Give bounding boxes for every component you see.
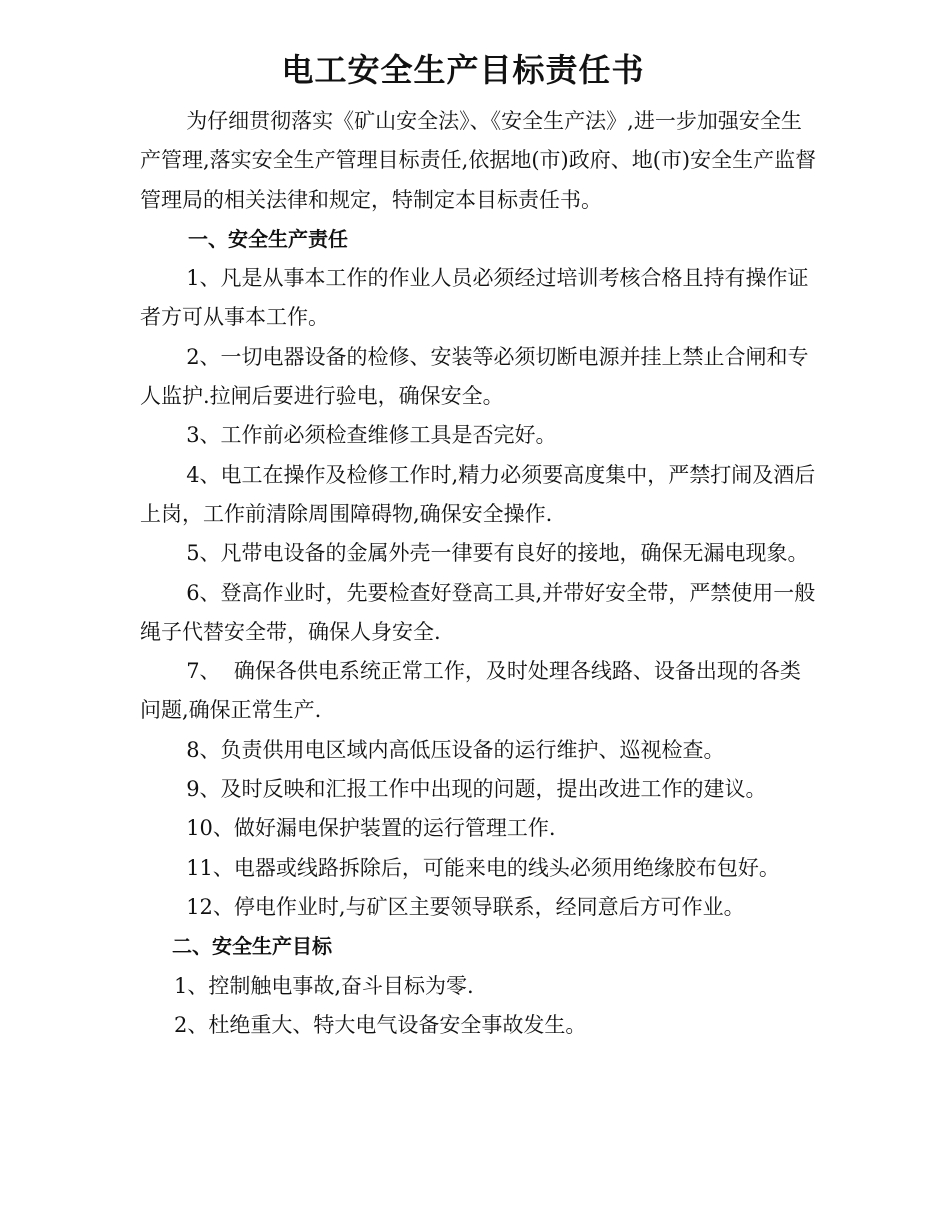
responsibility-item-9: 9、及时反映和汇报工作中出现的问题，提出改进工作的建议。: [186, 777, 767, 802]
section-heading-responsibility: 一、安全生产责任: [188, 226, 348, 251]
responsibility-item-12: 12、停电作业时,与矿区主要领导联系，经同意后方可作业。: [186, 894, 745, 919]
section-heading-goals: 二、安全生产目标: [172, 934, 332, 959]
responsibility-item-3: 3、工作前必须检查维修工具是否完好。: [186, 423, 557, 448]
responsibility-item-1: 1、凡是从事本工作的作业人员必须经过培训考核合格且持有操作证者方可从事本工作。: [140, 266, 809, 330]
responsibility-item-11: 11、电器或线路拆除后，可能来电的线头必须用绝缘胶布包好。: [186, 855, 780, 880]
document-body: [140, 102, 820, 1045]
responsibility-item-7: 7、 确保各供电系统正常工作，及时处理各线路、设备出现的各类问题,确保正常生产.: [140, 659, 801, 723]
goal-item-1: 1、控制触电事故,奋斗目标为零.: [174, 973, 474, 998]
responsibility-item-2: 2、一切电器设备的检修、安装等必须切断电源并挂上禁止合闸和专人监护.拉闸后要进行验电，确保安全。: [140, 344, 809, 409]
intro-paragraph: 为仔细贯彻落实《矿山安全法》、《安全生产法》,进一步加强安全生产管理,落实安全生产管理目标责任,依据地(市)政府、地(市)安全生产监督管理局的相关法律和规定，特制定本目标责任书。: [140, 109, 817, 212]
responsibility-item-5: 5、凡带电设备的金属外壳一律要有良好的接地，确保无漏电现象。: [186, 541, 809, 566]
document-title: 电工安全生产目标责任书: [281, 51, 645, 89]
responsibility-item-4: 4、电工在操作及检修工作时,精力必须要高度集中，严禁打闹及酒后上岗，工作前清除周围障碍物,确保安全操作.: [140, 462, 816, 526]
responsibility-item-6: 6、登高作业时，先要检查好登高工具,并带好安全带，严禁使用一般绳子代替安全带，确保人身安全.: [140, 580, 816, 644]
responsibility-item-10: 10、做好漏电保护装置的运行管理工作.: [186, 816, 556, 841]
responsibility-item-8: 8、负责供用电区域内高低压设备的运行维护、巡视检查。: [186, 737, 725, 762]
goal-item-2: 2、杜绝重大、特大电气设备安全事故发生。: [174, 1012, 587, 1037]
